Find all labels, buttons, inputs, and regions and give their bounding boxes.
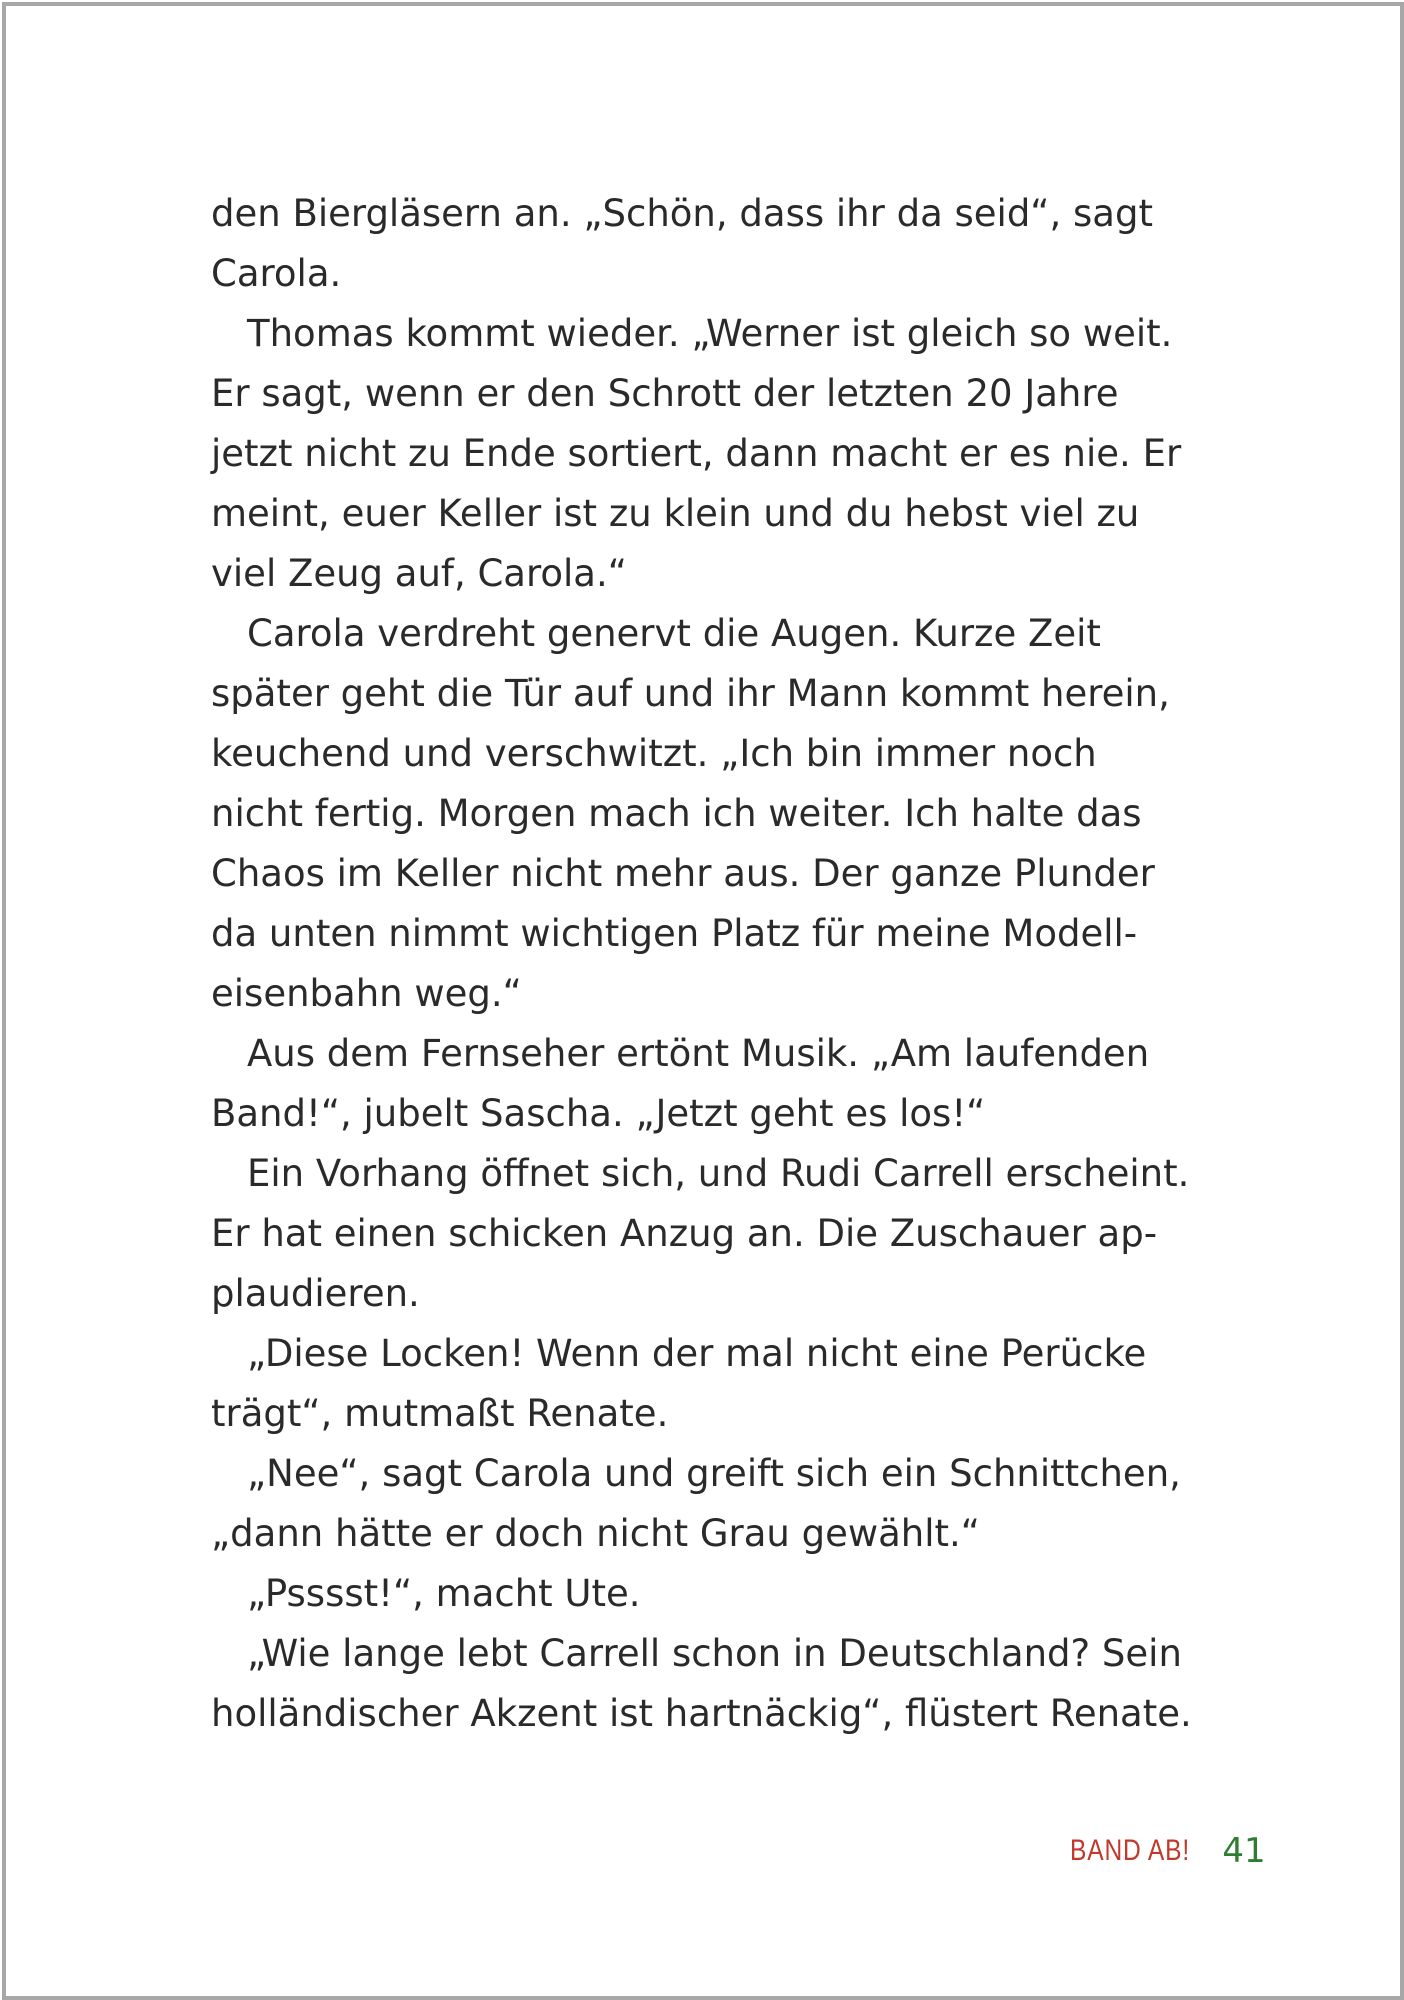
paragraph-start-line: Ein Vorhang öffnet sich, und Rudi Carrell erscheint.: [247, 1152, 1190, 1195]
paragraph-start-line: „Psssst!“, macht Ute.: [247, 1572, 641, 1615]
text-line: Carola.: [211, 252, 342, 295]
paragraph-start-line: Carola verdreht genervt die Augen. Kurze Zeit: [247, 612, 1101, 655]
paragraph-start-line: „Nee“, sagt Carola und greift sich ein Schnittchen,: [247, 1452, 1181, 1495]
paragraph-start-line: Thomas kommt wieder. „Werner ist gleich so weit.: [247, 312, 1173, 355]
text-line: Er hat einen schicken Anzug an. Die Zuschauer ap-: [211, 1212, 1158, 1255]
text-line: eisenbahn weg.“: [211, 972, 522, 1015]
text-line: Er sagt, wenn er den Schrott der letzten 20 Jahre: [211, 372, 1119, 415]
text-line: viel Zeug auf, Carola.“: [211, 552, 627, 595]
text-line: keuchend und verschwitzt. „Ich bin immer noch: [211, 732, 1097, 775]
paragraph-start-line: „Diese Locken! Wenn der mal nicht eine Perücke: [247, 1332, 1147, 1375]
page-footer: [1070, 1826, 1266, 1876]
text-line: da unten nimmt wichtigen Platz für meine Modell-: [211, 912, 1138, 955]
paragraph-start-line: „Wie lange lebt Carrell schon in Deutschland? Sein: [247, 1632, 1182, 1675]
text-line: den Biergläsern an. „Schön, dass ihr da seid“, sagt: [211, 192, 1153, 235]
text-line: „dann hätte er doch nicht Grau gewählt.“: [211, 1512, 980, 1555]
page-number: 41: [1222, 1831, 1266, 1871]
text-line: holländischer Akzent ist hartnäckig“, flüstert Renate.: [211, 1692, 1192, 1735]
text-line: nicht fertig. Morgen mach ich weiter. Ich halte das: [211, 792, 1142, 835]
text-line: trägt“, mutmaßt Renate.: [211, 1392, 669, 1435]
paragraph-start-line: Aus dem Fernseher ertönt Musik. „Am laufenden: [247, 1032, 1150, 1075]
text-line: Band!“, jubelt Sascha. „Jetzt geht es los!“: [211, 1092, 986, 1135]
text-line: plaudieren.: [211, 1272, 420, 1315]
text-line: meint, euer Keller ist zu klein und du hebst viel zu: [211, 492, 1140, 535]
text-line: Chaos im Keller nicht mehr aus. Der ganze Plunder: [211, 852, 1155, 895]
text-line: später geht die Tür auf und ihr Mann kommt herein,: [211, 672, 1170, 715]
body-text: [211, 184, 1211, 1744]
running-title: BAND AB!: [1070, 1834, 1191, 1867]
text-line: jetzt nicht zu Ende sortiert, dann macht er es nie. Er: [211, 432, 1182, 475]
